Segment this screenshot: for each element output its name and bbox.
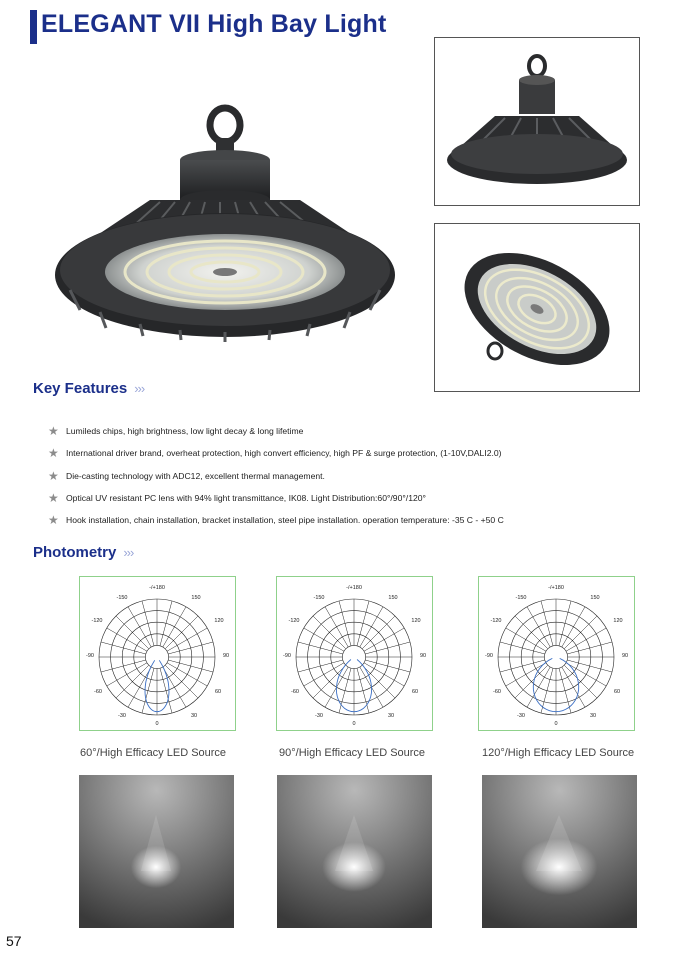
page-number: 57 <box>6 933 22 949</box>
polar-label-upper-right: 150 <box>191 595 201 601</box>
feature-item: ★ International driver brand, overheat protection, high convert efficiency, high PF & surge protection, (1-10V,DALI2.0) <box>48 446 502 460</box>
polar-label-left: -90 <box>485 653 493 659</box>
polar-label-upper-left: -150 <box>313 595 325 601</box>
beam-image-90 <box>277 775 432 928</box>
polar-label-upper-left: -150 <box>515 595 527 601</box>
feature-item: ★ Lumileds chips, high brightness, low light decay & long lifetime <box>48 424 304 438</box>
polar-label-left: -90 <box>86 653 94 659</box>
caption-120: 120°/High Efficacy LED Source <box>482 747 635 759</box>
polar-label-mid-upper-right: 120 <box>411 618 421 624</box>
polar-label-upper-right: 150 <box>388 595 398 601</box>
beam-hotspot <box>322 842 386 892</box>
polar-label-bottom-right: 30 <box>190 713 198 719</box>
beam-hotspot <box>521 839 598 896</box>
beam-image-60 <box>79 775 234 928</box>
star-icon: ★ <box>48 469 59 483</box>
feature-item: ★ Hook installation, chain installation, bracket installation, steel pipe installation. operation temperature: -35 C - +50 C <box>48 513 504 527</box>
polar-label-mid-upper-left: -120 <box>490 618 502 624</box>
feature-item: ★ Die-casting technology with ADC12, excellent thermal management. <box>48 469 325 483</box>
polar-label-bottom-left: -30 <box>118 713 126 719</box>
polar-label-bottom-left: -30 <box>315 713 323 719</box>
feature-item: ★ Optical UV resistant PC lens with 94% light transmittance, IK08. Light Distribution:60°/90°/120° <box>48 491 426 505</box>
polar-label-bottom-right: 30 <box>387 713 395 719</box>
product-thumbnail-angled <box>434 223 640 392</box>
chevron-decoration: ››› <box>123 545 134 560</box>
polar-label-mid-upper-left: -120 <box>91 618 103 624</box>
polar-label-top: -/+180 <box>548 585 564 591</box>
polar-label-mid-upper-right: 120 <box>613 618 623 624</box>
polar-label-mid-upper-left: -120 <box>288 618 300 624</box>
caption-60: 60°/High Efficacy LED Source <box>80 747 227 759</box>
polar-label-left: -90 <box>283 653 291 659</box>
polar-label-bottom: 0 <box>155 721 159 727</box>
product-thumbnail-top <box>434 37 640 206</box>
polar-label-bottom-right: 30 <box>589 713 597 719</box>
beam-hotspot <box>131 846 181 888</box>
polar-diagram-120 <box>478 576 635 731</box>
polar-grid <box>296 599 412 715</box>
title-accent-bar <box>30 10 37 44</box>
polar-label-top: -/+180 <box>346 585 362 591</box>
polar-label-right: 90 <box>621 653 629 659</box>
polar-label-top: -/+180 <box>149 585 165 591</box>
star-icon: ★ <box>48 513 59 527</box>
polar-diagram-90 <box>276 576 433 731</box>
polar-label-lower-right: 60 <box>214 689 222 695</box>
star-icon: ★ <box>48 424 59 438</box>
photometry-heading: Photometry ››› <box>33 544 134 561</box>
polar-label-bottom: 0 <box>352 721 356 727</box>
polar-diagram-60 <box>79 576 236 731</box>
key-features-heading: Key Features ››› <box>33 380 145 397</box>
polar-label-bottom-left: -30 <box>517 713 525 719</box>
polar-label-right: 90 <box>222 653 230 659</box>
polar-label-lower-left: -60 <box>493 689 501 695</box>
polar-grid <box>99 599 215 715</box>
caption-90: 90°/High Efficacy LED Source <box>279 747 426 759</box>
polar-label-upper-right: 150 <box>590 595 600 601</box>
star-icon: ★ <box>48 491 59 505</box>
star-icon: ★ <box>48 446 59 460</box>
polar-label-lower-left: -60 <box>291 689 299 695</box>
polar-label-lower-right: 60 <box>613 689 621 695</box>
page-title: ELEGANT VII High Bay Light <box>41 10 387 38</box>
polar-label-mid-upper-right: 120 <box>214 618 224 624</box>
polar-label-bottom: 0 <box>554 721 558 727</box>
beam-image-120 <box>482 775 637 928</box>
polar-label-upper-left: -150 <box>116 595 128 601</box>
product-main-image <box>40 90 410 360</box>
polar-label-lower-right: 60 <box>411 689 419 695</box>
chevron-decoration: ››› <box>134 381 145 396</box>
polar-grid <box>498 599 614 715</box>
polar-label-right: 90 <box>419 653 427 659</box>
polar-label-lower-left: -60 <box>94 689 102 695</box>
